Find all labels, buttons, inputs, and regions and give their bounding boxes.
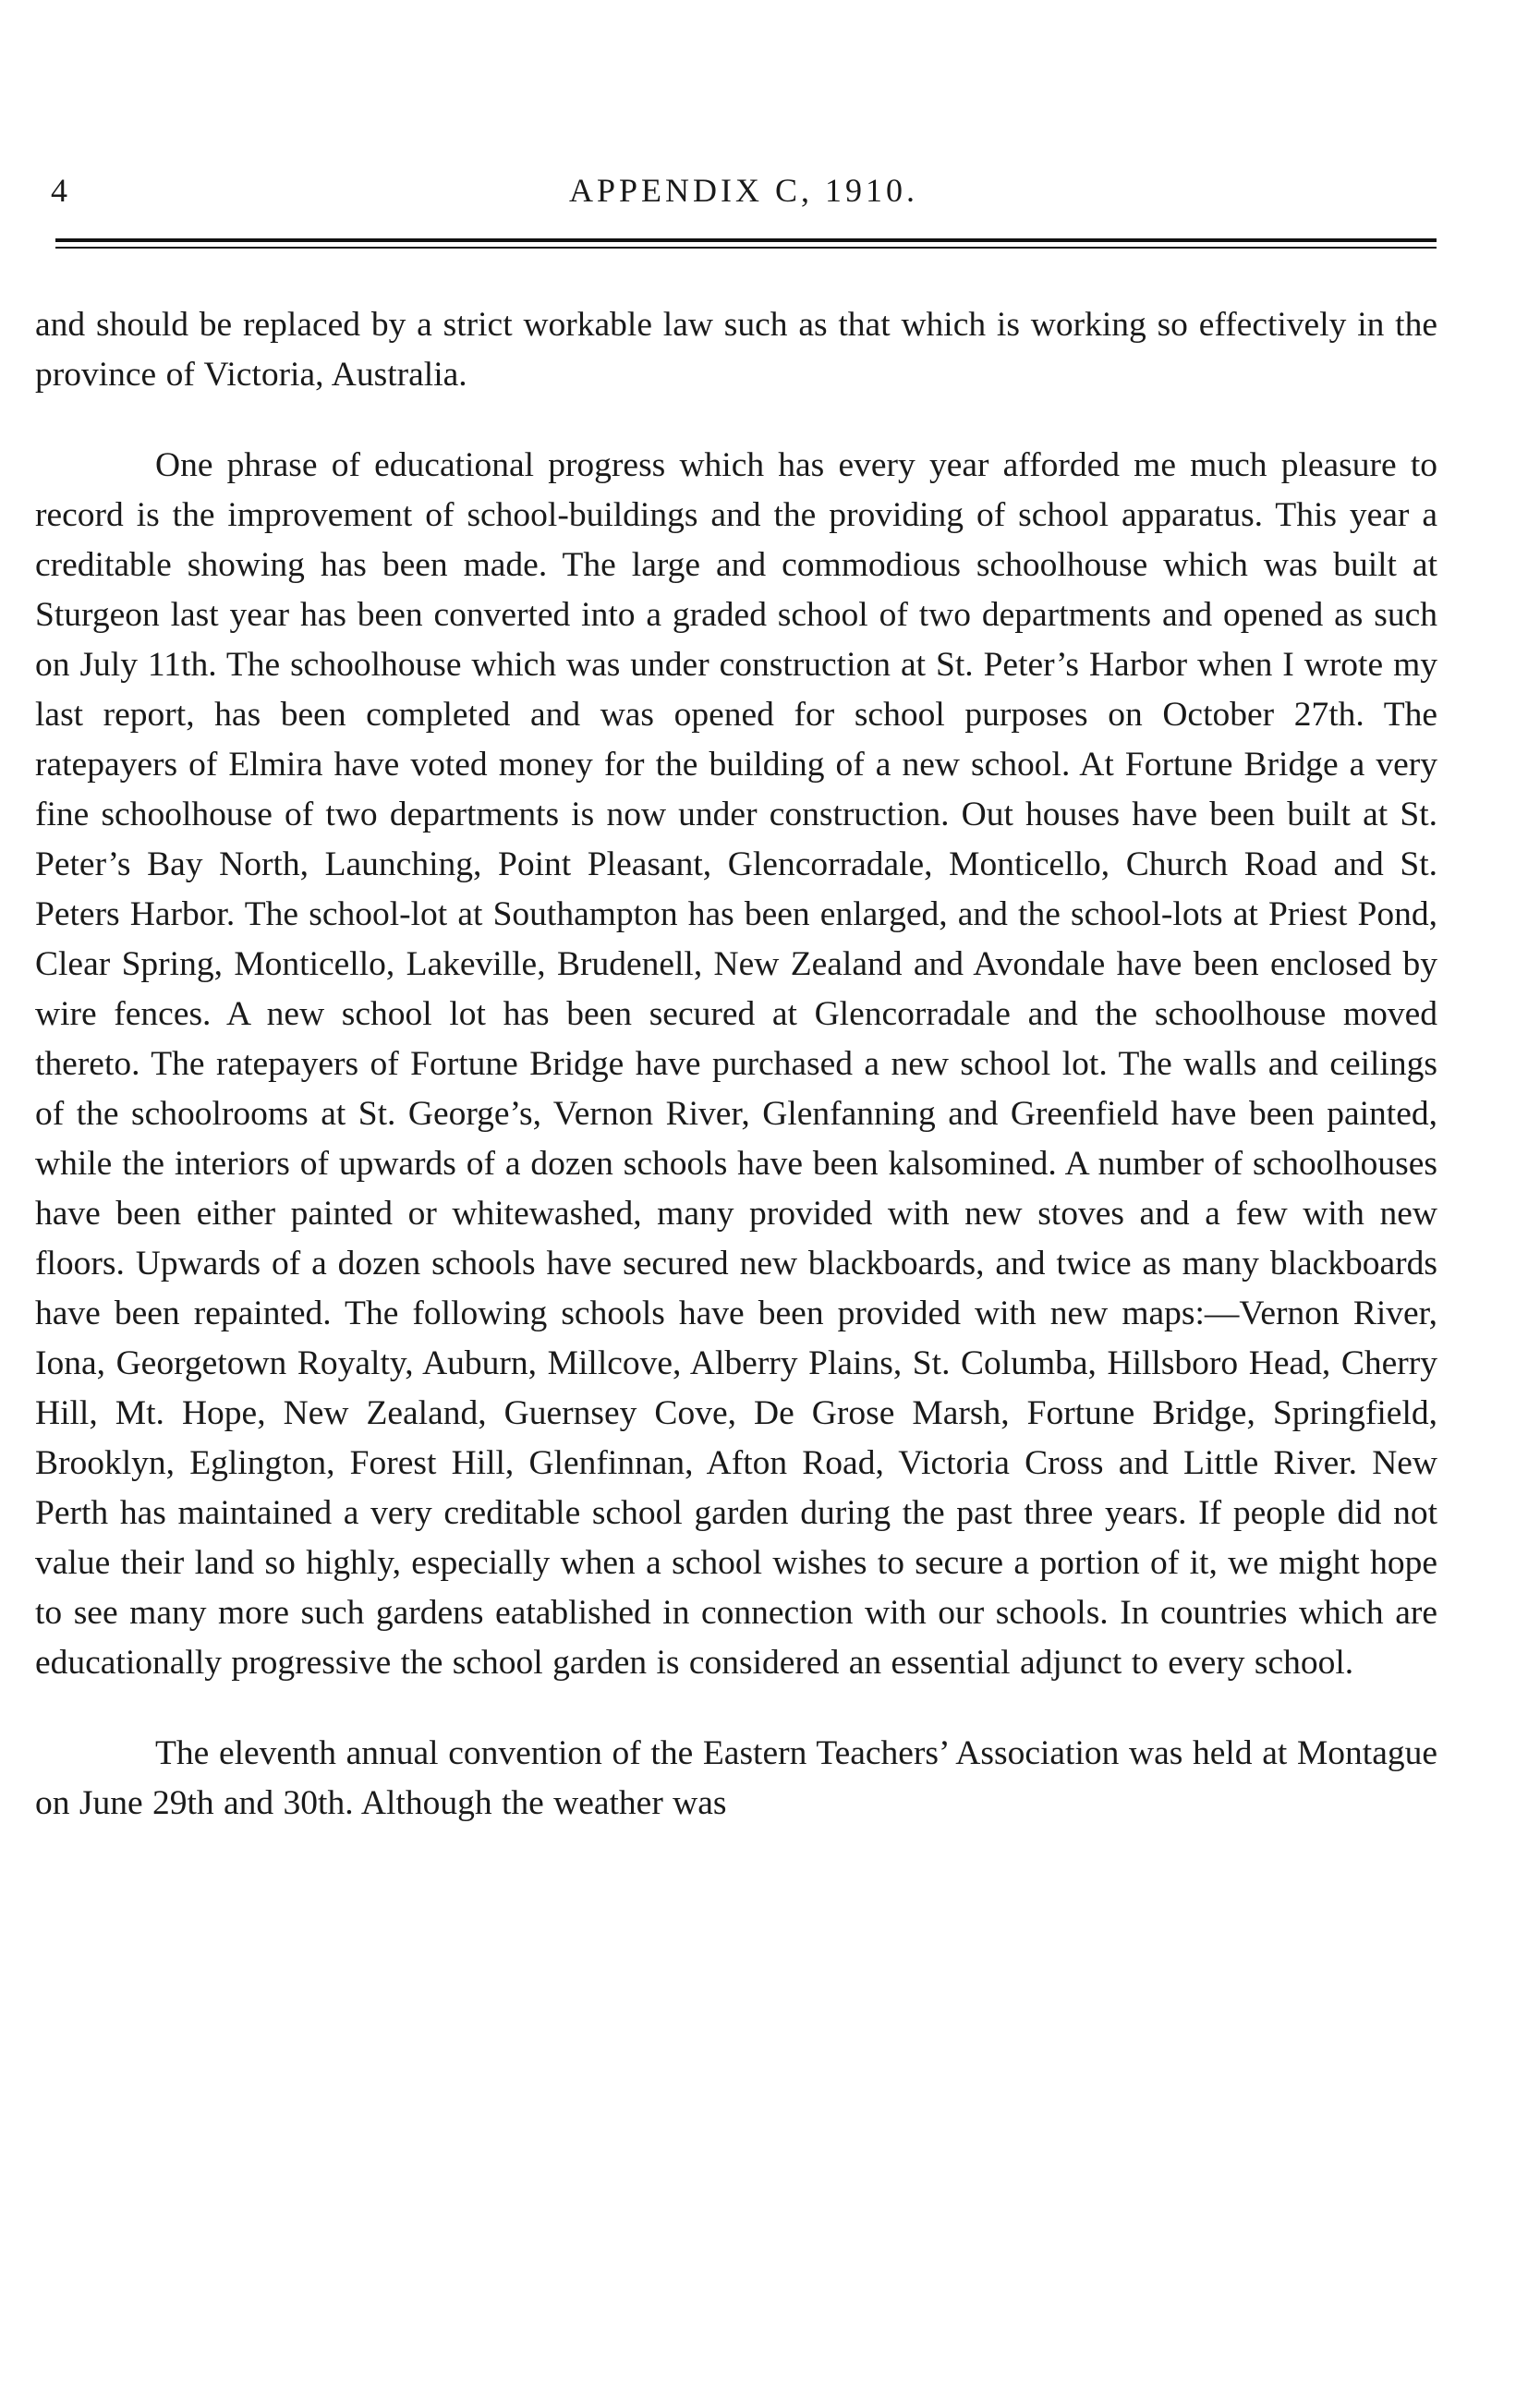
paragraph-teachers-convention: The eleventh annual convention of the Eastern Teachers’ Association was held at Montague on June 29th and 30th. Although the weather was: [35, 1734, 1437, 1822]
header-rule-thick: [55, 238, 1437, 242]
page-header: [51, 171, 1437, 217]
paragraph-school-buildings: One phrase of educational progress which has every year afforded me much pleasure to record is the improvement of school-buildings and the providing of school apparatus. This year a creditable showing has been made. The large and commodious schoolhouse which was built at Sturgeon last year has been converted into a graded school of two departments and opened as such on July 11th. The schoolhouse which was under construction at St. Peter’s Harbor when I wrote my last report, has been completed and was opened for school purposes on October 27th. The ratepayers of Elmira have voted money for the building of a new school. At Fortune Bridge a very fine schoolhouse of two departments is now under construction. Out houses have been built at St. Peter’s Bay North, Launching, Point Pleasant, Glencorradale, Monticello, Church Road and St. Peters Harbor. The school-lot at Southampton has been enlarged, and the school-lots at Priest Pond, Clear Spring, Monticello, Lakeville, Brudenell, New Zealand and Avondale have been enclosed by wire fences. A new school lot has been secured at Glencorradale and the schoolhouse moved thereto. The ratepayers of Fortune Bridge have purchased a new school lot. The walls and ceilings of the schoolrooms at St. George’s, Vernon River, Glenfanning and Greenfield have been painted, while the interiors of upwards of a dozen schools have been kalsomined. A number of schoolhouses have been either painted or whitewashed, many provided with new stoves and a few with new floors. Upwards of a dozen schools have secured new blackboards, and twice as many blackboards have been repainted. The following schools have been provided with new maps:—Vernon River, Iona, Georgetown Royalty, Auburn, Millcove, Alberry Plains, St. Columba, Hillsboro Head, Cherry Hill, Mt. Hope, New Zealand, Guernsey Cove, De Grose Marsh, Fortune Bridge, Springfield, Brooklyn, Eglington, Forest Hill, Glenfinnan, Afton Road, Victoria Cross and Little River. New Perth has maintained a very creditable school garden during the past three years. If people did not value their land so highly, especially when a school wishes to secure a portion of it, we might hope to see many more such gardens eatablished in connection with our schools. In countries which are educationally progressive the school garden is considered an essential adjunct to every school.: [35, 446, 1437, 1682]
running-title: APPENDIX C, 1910.: [568, 172, 919, 209]
body-text: [35, 300, 1437, 1869]
header-rule-thin: [55, 247, 1437, 249]
paragraph-continuation: and should be replaced by a strict workable law such as that which is working so effectively in the province of Victoria, Australia.: [35, 306, 1437, 394]
page-number: 4: [51, 172, 68, 209]
